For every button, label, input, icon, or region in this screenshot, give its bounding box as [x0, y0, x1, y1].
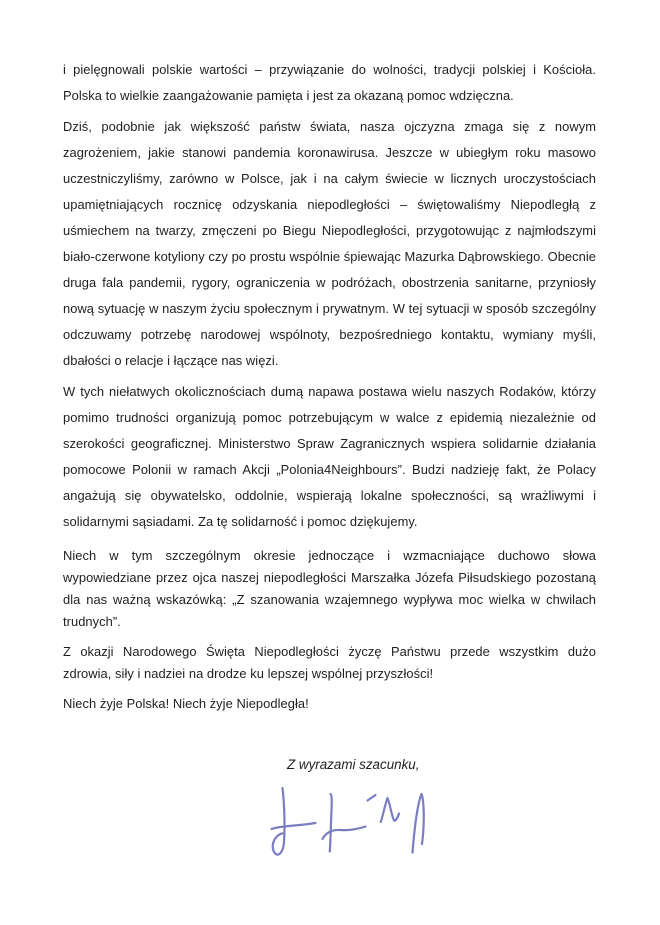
letter-paragraph: i pielęgnowali polskie wartości – przywiązanie do wolności, tradycji polskiej i Kościoła. Polska to wielkie zaangażowanie pamięta i jest za okazaną pomoc wdzięczna. — [63, 62, 596, 103]
handwritten-signature — [269, 785, 449, 890]
signature-strokes — [272, 788, 424, 855]
letter-body — [63, 57, 596, 890]
letter-closing-salutation: Z wyrazami szacunku, — [287, 757, 420, 772]
letter-paragraph: Niech żyje Polska! Niech żyje Niepodległa! — [63, 696, 309, 711]
letter-paragraph: Dziś, podobnie jak większość państw świata, nasza ojczyzna zmaga się z nowym zagrożeniem, jakie stanowi pandemia koronawirusa. Jeszcze w ubiegłym roku masowo uczestniczyliśmy, zarówno w Polsce, jak i na całym świecie w licznych uroczystościach upamiętniających rocznicę odzyskania niepodległości – świętowaliśmy Niepodległą z uśmiechem na twarzy, zmęczeni po Biegu Niepodległości, przygotowując z najmłodszymi biało-czerwone kotyliony czy po prostu wspólnie śpiewając Mazurka Dąbrowskiego. Obecnie druga fala pandemii, rygory, ograniczenia w podróżach, obostrzenia sanitarne, przyniosły nową sytuację w naszym życiu społecznym i prywatnym. W tej sytuacji w sposób szczególny odczuwamy potrzebę narodowej wspólnoty, bezpośredniego kontaktu, wymiany myśli, dbałości o relacje i łączące nas więzi. — [63, 119, 596, 368]
letter-paragraph: W tych niełatwych okolicznościach dumą napawa postawa wielu naszych Rodaków, którzy pomimo trudności organizują pomoc potrzebującym w walce z epidemią niezależnie od szerokości geograficznej. Ministerstwo Spraw Zagranicznych wspiera solidarnie działania pomocowe Polonii w ramach Akcji „Polonia4Neighbours”. Budzi nadzieję fakt, że Polacy angażują się obywatelsko, oddolnie, wspierają lokalne społeczności, są wrażliwymi i solidarnymi sąsiadami. Za tę solidarność i pomoc dziękujemy. — [63, 384, 596, 529]
letter-paragraph: Niech w tym szczególnym okresie jednoczące i wzmacniające duchowo słowa wypowiedziane przez ojca naszej niepodległości Marszałka Józefa Piłsudskiego pozostaną dla nas ważną wskazówką: „Z szanowania wzajemnego wypływa moc wielka w chwilach trudnych”. — [63, 548, 596, 629]
letter-paragraph: Z okazji Narodowego Święta Niepodległości życzę Państwu przede wszystkim dużo zdrowia, siły i nadziei na drodze ku lepszej wspólnej przyszłości! — [63, 644, 596, 681]
